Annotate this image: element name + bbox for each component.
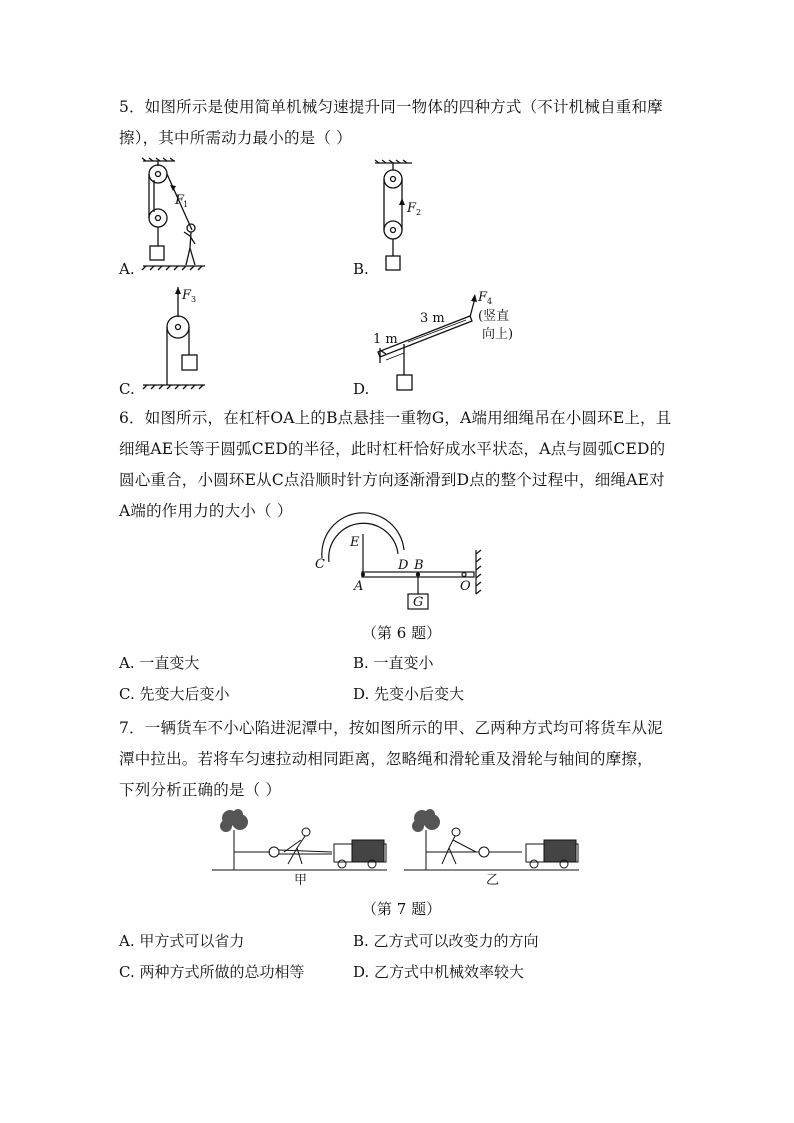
label-c: C — [315, 557, 325, 572]
f1-label: F — [175, 193, 185, 208]
q6-figure — [312, 522, 502, 612]
label-a: A — [354, 579, 364, 594]
q5-option-a: A. — [119, 260, 135, 278]
label-yi: 乙 — [486, 873, 500, 888]
label-d: D — [398, 558, 409, 573]
q6-option-a: A. 一直变大 — [119, 654, 200, 672]
f3-subscript: 3 — [191, 295, 197, 304]
q6-caption: （第 6 题） — [362, 624, 442, 642]
length-3m-label: 3 m — [420, 311, 445, 326]
q7-text-line2: 潭中拉出。若将车匀速拉动相同距离，忽略绳和滑轮重及滑轮与轴间的摩擦， — [119, 750, 653, 768]
f4-subscript: 4 — [487, 297, 493, 306]
q6-option-c: C. 先变大后变小 — [119, 685, 230, 703]
q6-option-d: D. 先变小后变大 — [353, 685, 465, 703]
q6-text-line3: 圆心重合，小圆环E从C点沿顺时针方向逐渐滑到D点的整个过程中，细绳AE对 — [119, 471, 665, 489]
label-jia: 甲 — [294, 873, 308, 888]
q7-figure-yi — [404, 808, 584, 888]
q7-option-c: C. 两种方式所做的总功相等 — [119, 963, 305, 981]
q5-text-line1: 5．如图所示是使用简单机械匀速提升同一物体的四种方式（不计机械自重和摩 — [119, 98, 663, 116]
q5-figure-d — [370, 288, 530, 398]
q7-text-line1: 7．一辆货车不小心陷进泥潭中，按如图所示的甲、乙两种方式均可将货车从泥 — [119, 719, 663, 737]
q5-option-b: B. — [353, 260, 369, 278]
q5-text-line2: 擦），其中所需动力最小的是（ ） — [119, 129, 352, 147]
f2-label: F — [407, 201, 417, 216]
q5-figure-a — [140, 158, 230, 273]
q7-option-d: D. 乙方式中机械效率较大 — [353, 963, 525, 981]
label-b: B — [414, 558, 424, 573]
label-g: G — [413, 595, 424, 610]
label-e: E — [350, 535, 360, 550]
q6-text-line1: 6．如图所示，在杠杆OA上的B点悬挂一重物G，A端用细绳吊在小圆环E上，且 — [119, 409, 672, 427]
f3-label: F — [182, 288, 192, 303]
q7-option-a: A. 甲方式可以省力 — [119, 932, 245, 950]
label-o: O — [460, 579, 471, 594]
q5-option-d: D. — [353, 380, 370, 398]
vertical-note-line1: (竖直 — [478, 309, 510, 324]
f1-subscript: 1 — [183, 200, 189, 209]
q7-text-line3: 下列分析正确的是（ ） — [119, 781, 282, 799]
length-1m-label: 1 m — [373, 332, 398, 347]
f2-subscript: 2 — [416, 208, 422, 217]
q7-figure-jia — [212, 808, 392, 888]
vertical-note-line2: 向上) — [482, 327, 514, 342]
q5-figure-b — [372, 160, 442, 275]
q5-option-c: C. — [119, 380, 135, 398]
q6-text-line4: A端的作用力的大小（ ） — [119, 502, 293, 520]
q7-caption: （第 7 题） — [362, 900, 442, 918]
f4-label: F — [478, 290, 488, 305]
q6-option-b: B. 一直变小 — [353, 654, 434, 672]
q6-text-line2: 细绳AE长等于圆弧CED的半径，此时杠杆恰好成水平状态，A点与圆弧CED的 — [119, 440, 666, 458]
q5-figure-c — [140, 287, 220, 392]
q7-option-b: B. 乙方式可以改变力的方向 — [353, 932, 539, 950]
